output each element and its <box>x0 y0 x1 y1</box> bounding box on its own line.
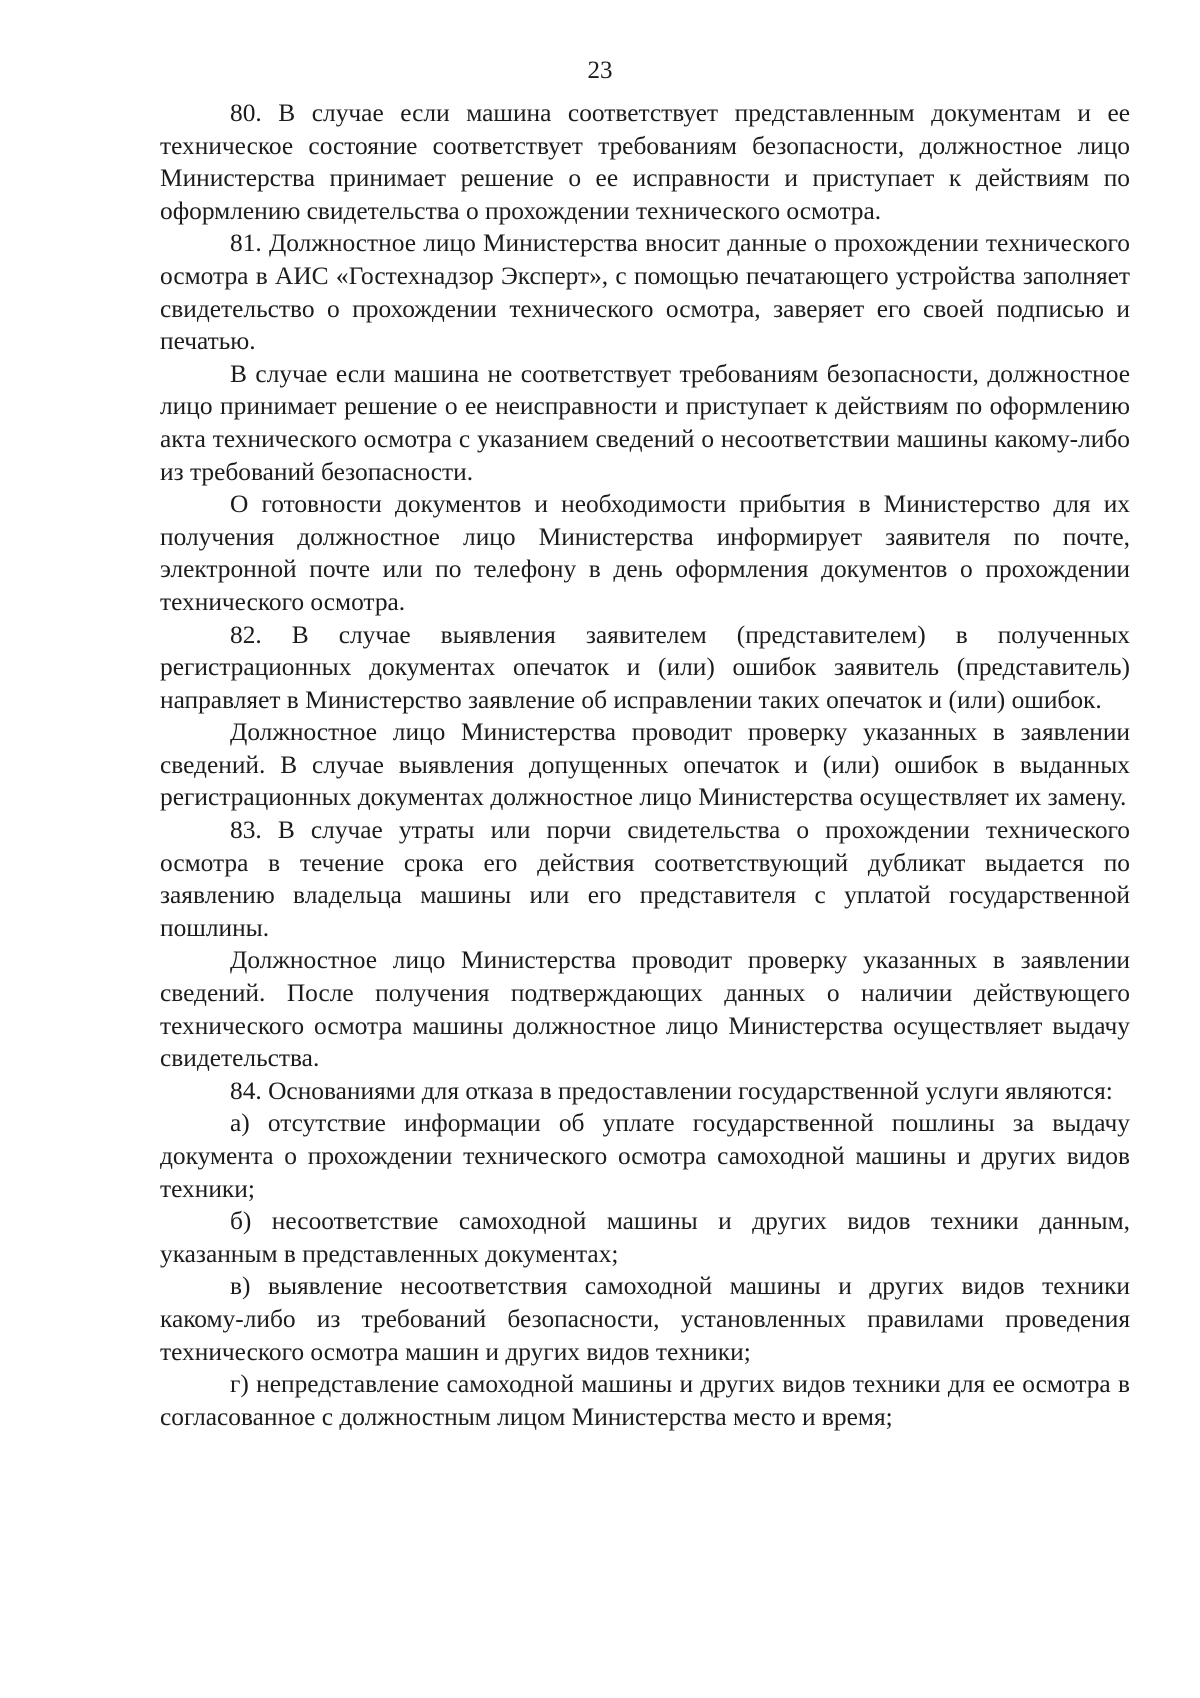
paragraph-80: 80. В случае если машина соответствует представленным документам и ее техническое состояние соответствует требованиям безопасности, должностное лицо Министерства принимает решение о ее исправности и приступает к действиям по оформлению свидетельства о прохождении технического осмотра. <box>160 99 1130 225</box>
page-number: 23 <box>587 57 613 84</box>
list-item-b: б) несоответствие самоходной машины и других видов техники данным, указанным в представленных документах; <box>160 1207 1130 1268</box>
list-item-a: а) отсутствие информации об уплате государственной пошлины за выдачу документа о прохождении технического осмотра самоходной машины и других видов техники; <box>160 1109 1130 1203</box>
list-item-g: г) непредставление самоходной машины и других видов техники для ее осмотра в согласованное с должностным лицом Министерства место и время; <box>160 1370 1130 1431</box>
paragraph-82: 82. В случае выявления заявителем (представителем) в полученных регистрационных документах опечаток и (или) ошибок заявитель (представитель) направляет в Министерство заявление об исправлении таких опечаток и (или) ошибок. <box>160 620 1130 714</box>
paragraph-81-readiness: О готовности документов и необходимости прибытия в Министерство для их получения должностное лицо Министерства информирует заявителя по почте, электронной почте или по телефону в день оформления документов о прохождении технического осмотра. <box>160 490 1130 616</box>
paragraph-84: 84. Основаниями для отказа в предоставлении государственной услуги являются: <box>230 1076 1113 1105</box>
paragraph-81: 81. Должностное лицо Министерства вносит данные о прохождении технического осмотра в АИС «Гостехнадзор Эксперт», с помощью печатающего устройства заполняет свидетельство о прохождении технического осмотра, заверяет его своей подписью и печатью. <box>160 229 1130 356</box>
paragraph-83-check: Должностное лицо Министерства проводит проверку указанных в заявлении сведений. После получения подтверждающих данных о наличии действующего технического осмотра машины должностное лицо Министерства осуществляет выдачу свидетельства. <box>160 946 1130 1073</box>
paragraph-82-check: Должностное лицо Министерства проводит проверку указанных в заявлении сведений. В случае выявления допущенных опечаток и (или) ошибок в выданных регистрационных документах должностное лицо Министерства осуществляет их замену. <box>160 718 1130 812</box>
document-body <box>160 97 1130 1433</box>
paragraph-83: 83. В случае утраты или порчи свидетельства о прохождении технического осмотра в течение срока его действия соответствующий дубликат выдается по заявлению владельца машины или его представителя с уплатой государственной пошлины. <box>160 816 1130 942</box>
list-item-v: в) выявление несоответствия самоходной машины и других видов техники какому-либо из требований безопасности, установленных правилами проведения технического осмотра машин и других видов техники; <box>160 1272 1130 1366</box>
paragraph-81-nonconformity: В случае если машина не соответствует требованиям безопасности, должностное лицо принимает решение о ее неисправности и приступает к действиям по оформлению акта технического осмотра с указанием сведений о несоответствии машины какому-либо из требований безопасности. <box>160 359 1130 486</box>
